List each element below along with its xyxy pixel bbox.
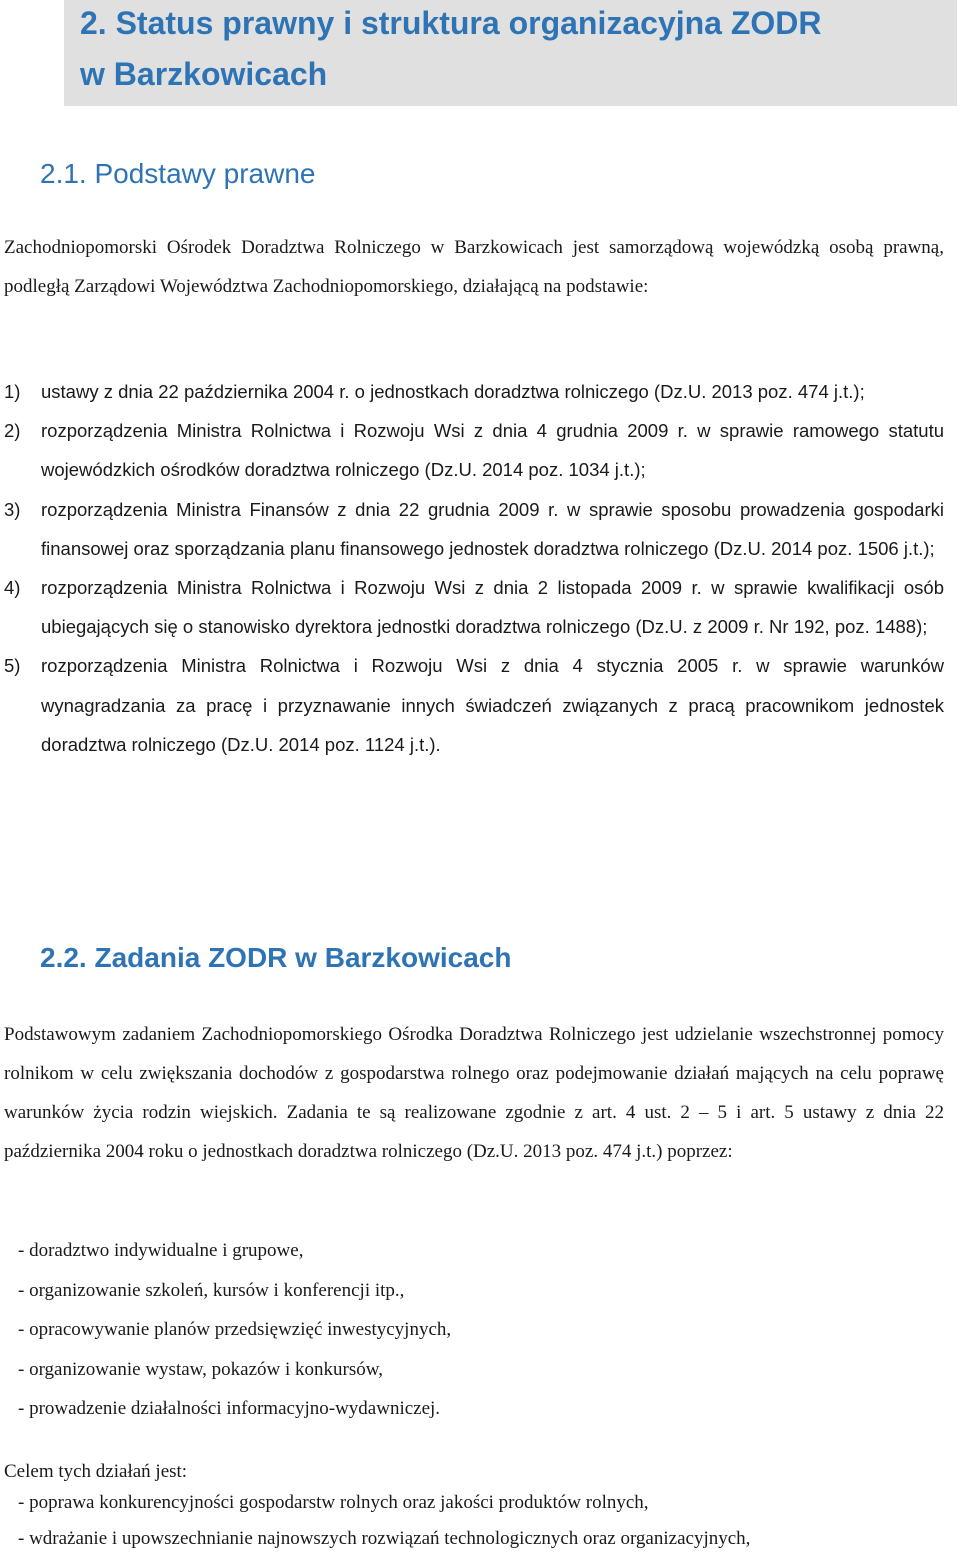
task-item: - organizowanie wystaw, pokazów i konkursów, [18,1358,383,1380]
legal-basis-text: ustawy z dnia 22 października 2004 r. o jednostkach doradztwa rolniczego (Dz.U. 2013 poz. 474 j.t.); [41,381,865,402]
legal-basis-item [4,372,944,411]
tasks-list [18,1231,451,1429]
legal-basis-number: 4) [4,577,21,599]
legal-basis-text: rozporządzenia Ministra Rolnictwa i Rozwoju Wsi z dnia 4 grudnia 2009 r. w sprawie ramowego statutu wojewódzkich ośrodków doradztwa rolniczego (Dz.U. 2014 poz. 1034 j.t.); [41,420,944,481]
task-item: - opracowywanie planów przedsięwzięć inwestycyjnych, [18,1319,452,1340]
legal-basis-number: 2) [4,420,21,442]
legal-basis-text: rozporządzenia Ministra Rolnictwa i Rozwoju Wsi z dnia 2 listopada 2009 r. w sprawie kwalifikacji osób ubiegających się o stanowisko dyrektora jednostki doradztwa rolniczego (Dz.U. z 2009 r. Nr 192, poz. 1488); [41,577,944,638]
legal-basis-list [4,372,944,764]
legal-basis-number: 3) [4,498,21,520]
task-item: - doradztwo indywidualne i grupowe, [18,1240,304,1261]
chapter-title-line-1: 2. Status prawny i struktura organizacyjna ZODR [80,5,822,41]
section-heading-tasks: 2.2. Zadania ZODR w Barzkowicach [40,942,512,973]
task-item: - prowadzenie działalności informacyjno-wydawniczej. [18,1398,441,1419]
goals-list [18,1485,750,1557]
legal-basis-item [4,646,944,764]
goal-item: - poprawa konkurencyjności gospodarstw rolnych oraz jakości produktów rolnych, [18,1492,649,1513]
legal-basis-item [4,411,944,489]
legal-basis-item [4,490,944,568]
tasks-paragraph: Podstawowym zadaniem Zachodniopomorskiego Ośrodka Doradztwa Rolniczego jest udzielanie wszechstronnej pomocy rolnikom w celu zwiększania dochodów z gospodarstwa rolnego oraz podejmowanie działań mających na celu poprawę warunków życia rodzin wiejskich. Zadania te są realizowane zgodnie z art. 4 ust. 2 – 5 i art. 5 ustawy z dnia 22 października 2004 roku o jednostkach doradztwa rolniczego (Dz.U. 2013 poz. 474 j.t.) poprzez: [4,1024,944,1162]
chapter-title-bar [64,0,957,106]
goals-label: Celem tych działań jest: [4,1461,188,1482]
task-item: - organizowanie szkoleń, kursów i konferencji itp., [18,1279,405,1301]
legal-basis-number: 5) [4,655,21,677]
goal-item: - wdrażanie i upowszechnianie najnowszych rozwiązań technologicznych oraz organizacyjnych, [18,1528,751,1549]
legal-basis-text: rozporządzenia Ministra Finansów z dnia 22 grudnia 2009 r. w sprawie sposobu prowadzenia gospodarki finansowej oraz sporządzania planu finansowego jednostek doradztwa rolniczego (Dz.U. 2014 poz. 1506 j.t.); [41,498,944,559]
section-heading-legal-basis: 2.1. Podstawy prawne [40,158,316,189]
legal-basis-number: 1) [4,381,21,402]
legal-basis-text: rozporządzenia Ministra Rolnictwa i Rozwoju Wsi z dnia 4 stycznia 2005 r. w sprawie warunków wynagradzania za pracę i przyznawanie innych świadczeń związanych z pracą pracownikom jednostek doradztwa rolniczego (Dz.U. 2014 poz. 1124 j.t.). [41,655,944,755]
chapter-title-line-2: w Barzkowicach [80,56,328,92]
intro-paragraph: Zachodniopomorski Ośrodek Doradztwa Rolniczego w Barzkowicach jest samorządową wojewódzką osobą prawną, podległą Zarządowi Województwa Zachodniopomorskiego, działającą na podstawie: [4,237,944,297]
legal-basis-item [4,568,944,646]
